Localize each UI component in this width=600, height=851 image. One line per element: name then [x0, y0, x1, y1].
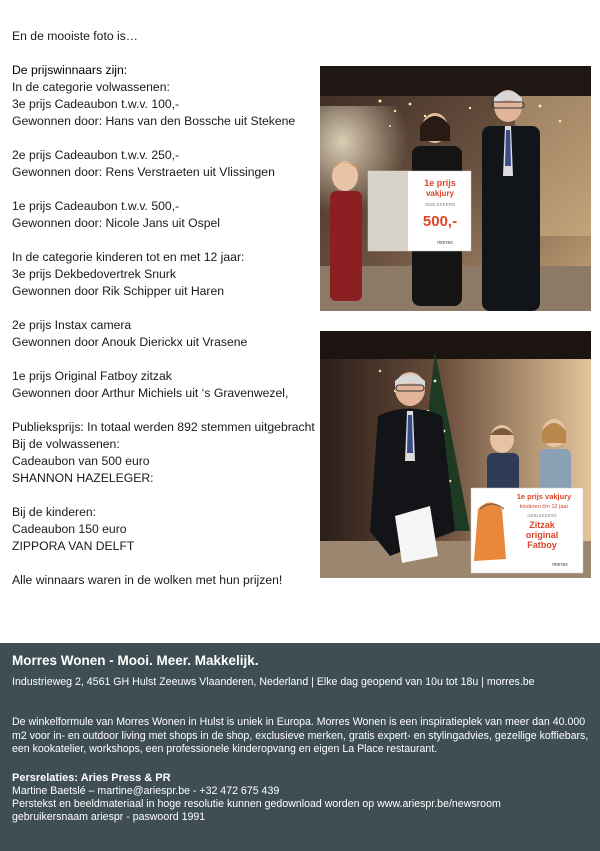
- voucher-sign-line3: GEBLEKEERD: [424, 202, 456, 207]
- kid-winner-1: Gewonnen door Arthur Michiels uit ‘s Gravenwezel,: [12, 386, 289, 400]
- award-photo-voucher-image: [320, 66, 591, 311]
- adult-prize-1: 1e prijs Cadeaubon t.w.v. 500,-: [12, 199, 180, 213]
- public-adults-winner: SHANNON HAZELEGER:: [12, 471, 154, 485]
- voucher-sign-brand: morres: [437, 240, 453, 246]
- fatboy-sign: [471, 488, 583, 573]
- kid-prize-2: 2e prijs Instax camera: [12, 318, 132, 332]
- fatboy-sign-brand: morres: [552, 562, 568, 568]
- closing-line: Alle winnaars waren in de wolken met hun prijzen!: [12, 573, 283, 587]
- fatboy-sign-line2: kinderen t/m 12 jaar: [519, 504, 569, 510]
- public-kids-label: Bij de kinderen:: [12, 505, 97, 519]
- footer-description: De winkelformule van Morres Wonen in Hulst is uniek in Europa. Morres Wonen is een inspiratieplek van meer dan 40.000 m2 voor in- en outdoor living met shops in de shop, exclusieve merken, gratis expert- en stylingadvies, gezellige koffiebars, een kookatelier, workshops, een professionele kinderopvang en eigen La Place restaurant.: [12, 716, 589, 755]
- adult-winner-1: Gewonnen door: Nicole Jans uit Ospel: [12, 216, 220, 230]
- fatboy-sign-line6: Fatboy: [527, 540, 557, 550]
- public-adults-prize: Cadeaubon van 500 euro: [12, 454, 150, 468]
- voucher-sign: [368, 171, 471, 251]
- press-relations: [12, 772, 590, 824]
- adult-winner-2: Gewonnen door: Rens Verstraeten uit Vlissingen: [12, 165, 275, 179]
- fatboy-sign-line3: GEBLEKEERD: [527, 513, 557, 518]
- article-text: [12, 28, 322, 589]
- kid-prize-1: 1e prijs Original Fatboy zitzak: [12, 369, 172, 383]
- public-prize-heading: Publieksprijs: In totaal werden 892 stemmen uitgebracht: [12, 420, 315, 434]
- adult-winner-3: Gewonnen door: Hans van den Bossche uit Stekene: [12, 114, 296, 128]
- category-adults: In de categorie volwassenen:: [12, 80, 170, 94]
- fatboy-sign-line5: original: [525, 530, 559, 540]
- category-kids: In de categorie kinderen tot en met 12 jaar:: [12, 250, 245, 264]
- adult-prize-3: 3e prijs Cadeaubon t.w.v. 100,-: [12, 97, 180, 111]
- adult-prize-2: 2e prijs Cadeaubon t.w.v. 250,-: [12, 148, 180, 162]
- voucher-sign-amount: 500,-: [422, 213, 458, 230]
- public-adults-label: Bij de volwassenen:: [12, 437, 120, 451]
- press-login: gebruikersnaam ariespr - paswoord 1991: [12, 811, 206, 823]
- voucher-sign-line1: 1e prijs: [424, 178, 456, 188]
- winners-heading: De prijswinnaars zijn:: [12, 63, 128, 77]
- press-title: Persrelaties: Aries Press & PR: [12, 772, 171, 784]
- kid-winner-3: Gewonnen door Rik Schipper uit Haren: [12, 284, 225, 298]
- kid-winner-2: Gewonnen door Anouk Dierickx uit Vrasene: [12, 335, 248, 349]
- award-photo-fatboy: [320, 331, 591, 578]
- footer-address: Industrieweg 2, 4561 GH Hulst Zeeuws Vlaanderen, Nederland | Elke dag geopend van 10u tot 18u | morres.be: [12, 676, 535, 688]
- company-footer: [0, 643, 600, 851]
- fatboy-sign-line4: Zitzak: [529, 520, 555, 530]
- public-kids-prize: Cadeaubon 150 euro: [12, 522, 127, 536]
- fatboy-sign-line1: 1e prijs vakjury: [516, 492, 572, 501]
- press-contact: Martine Baetslé – martine@ariespr.be - +32 472 675 439: [12, 785, 280, 797]
- public-kids-winner: ZIPPORA VAN DELFT: [12, 539, 135, 553]
- footer-title: Morres Wonen - Mooi. Meer. Makkelijk.: [12, 653, 259, 668]
- kid-prize-3: 3e prijs Dekbedovertrek Snurk: [12, 267, 176, 281]
- voucher-sign-line2: vakjury: [425, 189, 455, 198]
- award-photo-fatboy-image: [320, 331, 591, 578]
- intro-line: En de mooiste foto is…: [12, 29, 138, 43]
- award-photo-voucher: [320, 66, 591, 311]
- press-download: Perstekst en beeldmateriaal in hoge resolutie kunnen gedownload worden op www.ariespr.be/newsroom: [12, 798, 501, 810]
